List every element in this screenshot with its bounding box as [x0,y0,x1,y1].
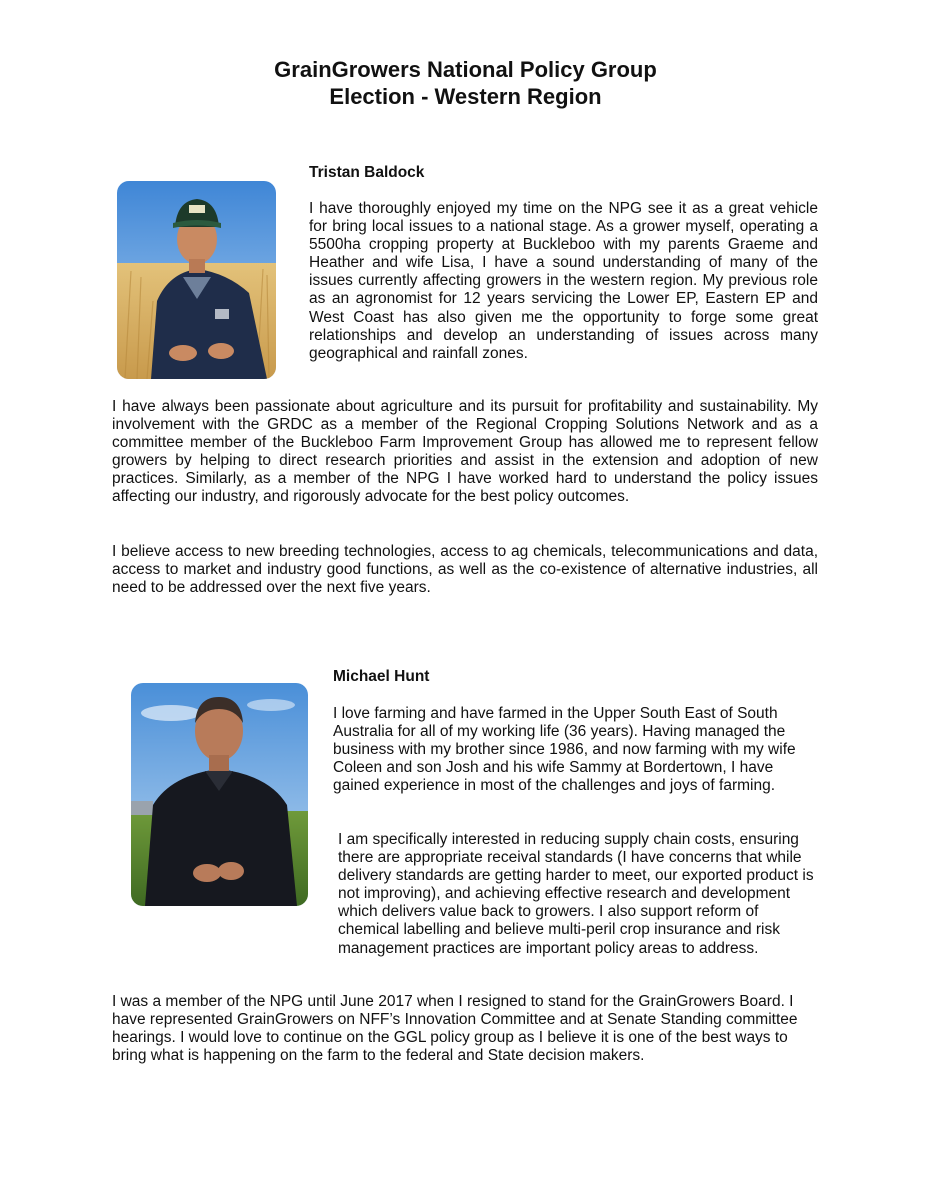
michael-photo-icon [131,683,308,906]
tristan-paragraph-3: I believe access to new breeding technologies, access to ag chemicals, telecommunications and data, access to market and industry good functions, as well as the co-existence of alternative industries, all need to be addressed over the next five years. [112,543,818,597]
tristan-paragraph-1: I have thoroughly enjoyed my time on the NPG see it as a great vehicle for bring local issues to a national stage. As a grower myself, operating a 5500ha cropping property at Buckleboo with my parents Graeme and Heather and wife Lisa, I have a sound understanding of many of the issues currently affecting growers in the western region. My previous role as an agronomist for 12 years servicing the Lower EP, Eastern EP and West Coast has also given me the opportunity to forge some great relationships and develop an understanding of issues across many geographical and rainfall zones. [309,200,818,362]
michael-paragraph-2: I am specifically interested in reducing supply chain costs, ensuring there are appropriate receival standards (I have concerns that while delivery standards are getting harder to meet, our exported product is not improving), and achieving effective research and development which delivers value back to growers. I also support reform of chemical labelling and believe multi-peril crop insurance and risk management practices are important policy areas to address. [338,831,814,957]
candidate-name-michael: Michael Hunt [333,668,430,685]
tristan-photo-icon [117,181,276,379]
michael-paragraph-1: I love farming and have farmed in the Upper South East of South Australia for all of my working life (36 years). Having managed the business with my brother since 1986, and now farming with my wife Coleen and son Josh and his wife Sammy at Bordertown, I have gained experience in most of the challenges and joys of farming. [333,705,796,795]
title-line-2: Election - Western Region [329,84,602,109]
tristan-paragraph-2: I have always been passionate about agriculture and its pursuit for profitability and sustainability. My involvement with the GRDC as a member of the Regional Cropping Solutions Network and as a committee member of the Buckleboo Farm Improvement Group has allowed me to represent fellow growers by helping to direct research priorities and assist in the extension and adoption of new practices. Similarly, as a member of the NPG I have worked hard to understand the policy issues affecting our industry, and rigorously advocate for the best policy outcomes. [112,398,818,506]
title-line-1: GrainGrowers National Policy Group [274,57,657,82]
page-title [0,56,931,110]
michael-paragraph-3: I was a member of the NPG until June 2017 when I resigned to stand for the GrainGrowers Board. I have represented GrainGrowers on NFF’s Innovation Committee and at Senate Standing committee hearings. I would love to continue on the GGL policy group as I believe it is one of the best ways to bring what is happening on the farm to the federal and State decision makers. [112,993,798,1065]
candidate-name-tristan: Tristan Baldock [309,164,425,181]
